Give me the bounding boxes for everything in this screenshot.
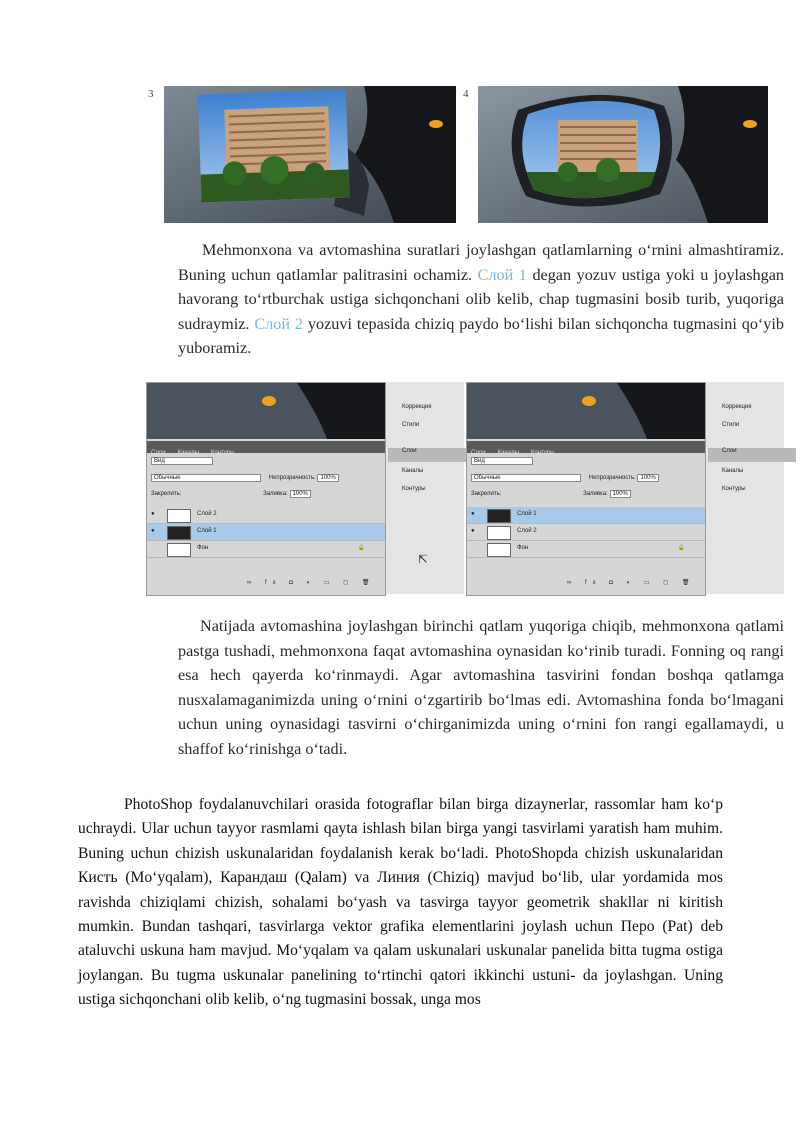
blend-mode-select[interactable]: Обычные bbox=[471, 474, 581, 482]
layer-name: Слой 1 bbox=[517, 511, 537, 517]
side-item-channels[interactable]: Каналы bbox=[722, 468, 744, 474]
eye-icon[interactable]: ● bbox=[471, 528, 475, 534]
lock-label: Закрепить: bbox=[471, 491, 502, 497]
kind-filter[interactable]: Вид bbox=[471, 457, 533, 465]
opacity-label: Непрозрачность: bbox=[588, 475, 636, 481]
opacity-value[interactable]: 100% bbox=[317, 474, 338, 482]
paragraph-text: degan yozuv ustiga yoki u joylashgan havorang to‘rtburchak ustiga sichqonchani olib kelib, chap tugmasini bosib turib, yuqoriga sudraymiz. bbox=[178, 265, 784, 333]
blend-mode-select[interactable]: Обычные bbox=[151, 474, 261, 482]
layer-row[interactable] bbox=[147, 541, 385, 558]
figure-3-number: 3 bbox=[148, 88, 154, 100]
paragraph-text: Mehmonxona va avtomashina suratlari joylashgan qatlamlarning o‘rnini almashtiramiz. Buning uchun qatlamlar palitrasini ochamiz. bbox=[178, 241, 784, 284]
fill-value[interactable]: 100% bbox=[610, 490, 631, 498]
paragraph-layers-swap bbox=[178, 238, 784, 361]
layer-row[interactable] bbox=[467, 541, 705, 558]
side-item-adjustments[interactable]: Коррекция bbox=[722, 404, 752, 410]
kind-filter[interactable]: Вид bbox=[151, 457, 213, 465]
side-item-layers[interactable]: Слои bbox=[388, 448, 476, 462]
side-panel-before bbox=[385, 382, 464, 594]
tab-paths[interactable]: Контуры bbox=[210, 450, 235, 456]
panel-footer-icons: ∞ fx ◘ ◐ ▭ ◻ 🗑 bbox=[247, 580, 376, 586]
figure-3-image bbox=[164, 86, 456, 223]
figure-4-image bbox=[478, 86, 768, 223]
layers-panel-after bbox=[466, 382, 706, 596]
paragraph-text: Natijada avtomashina joylashgan birinchi qatlam yuqoriga chiqib, mehmonxona qatlami pastga tushadi, mehmonxona faqat avtomashina oynasidan ko‘rinib turadi. Fonning oq rangi esa hech qayerda ko‘rinmaydi. Agar avtomashina tasvirini fondan boshqa qatlamga nusxalamaganimizda uning o‘rnini o‘zgartirib bo‘lmas edi. Avtomashina fonda bo‘lmagani uchun uning oynasidagi tasvirni o‘chirganimizda uning o‘rnini fon rangi egallamaydi, u shaffof ko‘rinishga o‘tadi. bbox=[178, 617, 785, 758]
side-item-paths[interactable]: Контуры bbox=[402, 486, 426, 492]
layer-thumbnail bbox=[167, 543, 191, 557]
tab-paths[interactable]: Контуры bbox=[530, 450, 555, 456]
layer-thumbnail bbox=[487, 509, 511, 523]
layer-name: Слой 2 bbox=[197, 511, 217, 517]
layer-name: Слой 2 bbox=[517, 528, 537, 534]
layer-thumbnail bbox=[487, 526, 511, 540]
opacity-value[interactable]: 100% bbox=[637, 474, 658, 482]
eye-icon[interactable]: ● bbox=[471, 511, 475, 517]
side-item-paths[interactable]: Контуры bbox=[722, 486, 746, 492]
tab-layers[interactable]: Слои bbox=[151, 450, 166, 456]
side-item-layers[interactable]: Слои bbox=[708, 448, 796, 462]
layer-row[interactable] bbox=[147, 507, 385, 524]
fill-label: Заливка: bbox=[583, 491, 608, 497]
layer-name: Слой 1 bbox=[197, 528, 217, 534]
side-item-adjustments[interactable]: Коррекция bbox=[402, 404, 432, 410]
layer-name: Фон bbox=[197, 545, 209, 551]
paragraph-text: PhotoShop foydalanuvchilari orasida fotograflar bilan birga dizaynerlar, rassomlar ham ko‘p uchraydi. Ular uchun tayyor rasmlami qayta ishlash bilan birga yangi tasvirlami yaratish ham muhim. Buning uchun chizish uskunalaridan foydalanish kerak bo‘ladi. PhotoShopda chizish uskunalaridan Кисть (Mo‘yqalam), Карандаш (Qalam) va Линия (Chiziq) mavjud bo‘lib, ular yordamida mos ravishda chiziqlami chizish, sohalami bo‘yash va tasvirga tayyor geometrik shakllar ni kiritish mumkin. Bundan tashqari, tasvirlarga vektor grafika elementlarini joylash uchun Перо (Pat) deb ataluvchi uskuna ham mavjud. Mo‘yqalam va qalam uskunalari uskunalar panelida bitta tugma ostiga joylangan. Bu tugma uskunalar panelining to‘rtinchi qatori ikkinchi ustuni- da joylashgan. Uning ustiga sichqonchani olib kelib, o‘ng tugmasini bossak, unga mos bbox=[78, 796, 723, 1009]
layer-row-selected[interactable] bbox=[147, 524, 385, 541]
panel-footer-icons: ∞ fx ◘ ◐ ▭ ◻ 🗑 bbox=[567, 580, 696, 586]
layers-panel-before bbox=[146, 382, 386, 596]
layer-row[interactable] bbox=[467, 524, 705, 541]
layer-name-highlight: Слой 2 bbox=[254, 314, 303, 333]
tab-channels[interactable]: Каналы bbox=[497, 450, 519, 456]
layer-name: Фон bbox=[517, 545, 529, 551]
layer-name-highlight: Слой 1 bbox=[477, 265, 527, 284]
layer-thumbnail bbox=[167, 509, 191, 523]
eye-icon[interactable]: ● bbox=[151, 511, 155, 517]
side-item-styles[interactable]: Стили bbox=[402, 422, 420, 428]
eye-icon[interactable]: ● bbox=[151, 528, 155, 534]
lock-icon: 🔒 bbox=[357, 545, 365, 551]
side-item-styles[interactable]: Стили bbox=[722, 422, 740, 428]
paragraph-text: yozuvi tepasida chiziq paydo bo‘lishi bilan sichqoncha tugmasini qo‘yib yuboramiz. bbox=[178, 314, 784, 358]
side-item-channels[interactable]: Каналы bbox=[402, 468, 424, 474]
paragraph-drawing-tools bbox=[78, 793, 723, 1013]
figure-4-number: 4 bbox=[463, 88, 469, 100]
layer-thumbnail bbox=[487, 543, 511, 557]
fill-label: Заливка: bbox=[263, 491, 288, 497]
layer-row-selected[interactable] bbox=[467, 507, 705, 524]
tab-layers[interactable]: Слои bbox=[471, 450, 486, 456]
opacity-label: Непрозрачность: bbox=[268, 475, 316, 481]
lock-icon: 🔒 bbox=[677, 545, 685, 551]
paragraph-result bbox=[178, 614, 784, 762]
layer-thumbnail bbox=[167, 526, 191, 540]
lock-label: Закрепить: bbox=[151, 491, 182, 497]
fill-value[interactable]: 100% bbox=[290, 490, 311, 498]
side-panel-after bbox=[705, 382, 784, 594]
cursor-icon: ⇱ bbox=[418, 552, 429, 566]
tab-channels[interactable]: Каналы bbox=[177, 450, 199, 456]
